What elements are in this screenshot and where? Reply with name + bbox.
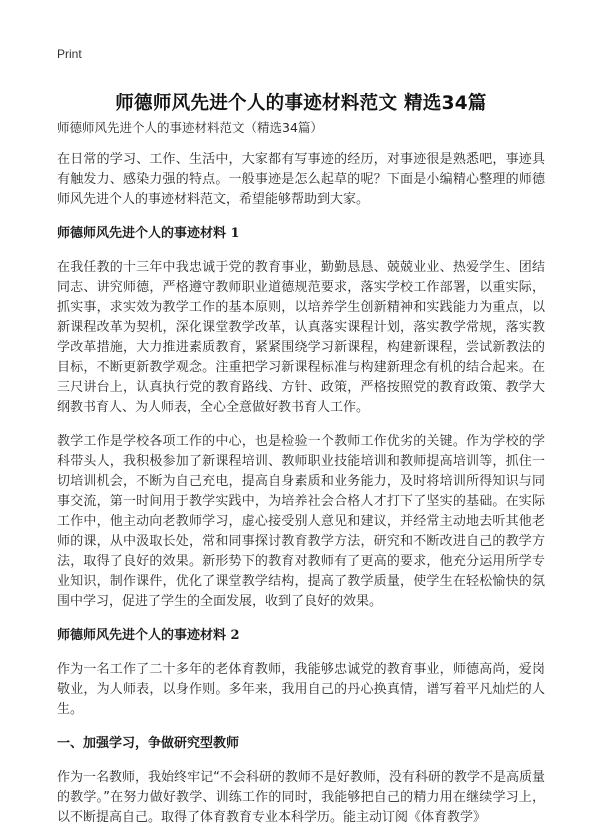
section-1-paragraph-2: 教学工作是学校各项工作的中心，也是检验一个教师工作优劣的关键。作为学校的学科带头人，我积极参加了新课程培训、教师职业技能培训和教师提高培训等，抓住一切培训机会，不断为自己充电，提高自身素质和业务能力，及时将培训所得知识与同事交流，第一时间用于教学实践中，为培养社会合格人才打下了坚实的基础。在实际工作中，他主动向老教师学习，虚心接受别人意见和建议，并经常主动地去听其他老师的课，从中汲取长处，常和同事探讨教育教学方法，研究和不断改进自己的教学方法，取得了良好的效果。新形势下的教育对教师有了更高的要求，他充分运用所学专业知识，制作课件，优化了课堂教学结构，提高了教学质量，使学生在轻松愉快的氛围中学习，促进了学生的全面发展，收到了良好的效果。 [57,434,545,609]
intro-paragraph: 在日常的学习、工作、生活中，大家都有写事迹的经历，对事迹很是熟悉吧，事迹具有触发力、感染力强的特点。一般事迹是怎么起草的呢？下面是小编精心整理的师德师风先进个人的事迹材料范文，希望能够帮助到大家。 [57,152,545,207]
section-heading-1: 师德师风先进个人的事迹材料 1 [57,226,240,241]
document-title: 师德师风先进个人的事迹材料范文 精选34篇 [115,93,487,115]
section-1-paragraph-1: 在我任教的十三年中我忠诚于党的教育事业，勤勤恳恳、兢兢业业、热爱学生、团结同志、讲究师德，严格遵守教师职业道德规范要求，落实学校工作部署，以重实际，抓实事，求实效为教学工作的基本原则，以培养学生创新精神和实践能力为重点，以新课程改革为契机，深化课堂教学改革，认真落实课程计划，落实教学常规，落实教学改革措施，大力推进素质教育，紧紧围绕学习新课程，构建新课程，尝试新教法的目标，不断更新教学观念。注重把学习新课程标准与构建新理念有机的结合起来。在三尺讲台上，认真执行党的教育路线、方针、政策，严格按照党的教育政策、教学大纲教书育人、为人师表，全心全意做好教书育人工作。 [57,260,545,415]
section-heading-2: 师德师风先进个人的事迹材料 2 [57,628,240,643]
document-subtitle: 师德师风先进个人的事迹材料范文（精选34篇） [57,120,323,135]
section-2-paragraph-1: 作为一名工作了二十多年的老体育教师，我能够忠诚党的教育事业，师德高尚，爱岗敬业，为人师表，以身作则。多年来，我用自己的丹心换真情，谱写着平凡灿烂的人生。 [57,662,545,717]
print-link[interactable]: Print [57,47,82,61]
subsection-paragraph-1: 作为一名教师，我始终牢记“不会科研的教师不是好教师，没有科研的教学不是高质量的教学。”在努力做好教学、训练工作的同时，我能够把自己的精力用在继续学习上，以不断提高自己。取得了体育教育专业本科学历。能主动订阅《体育教学》 [57,770,545,825]
subsection-heading: 一、加强学习，争做研究型教师 [57,736,240,751]
document-body [57,118,545,828]
